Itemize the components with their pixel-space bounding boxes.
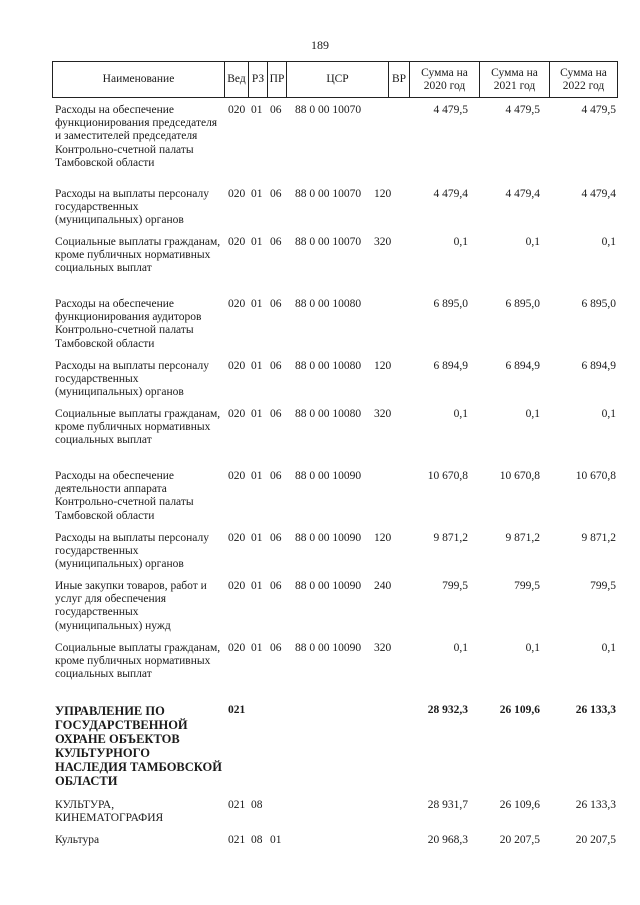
header-sum-2021: Сумма на 2021 год: [480, 62, 550, 97]
row-rz: 01: [251, 360, 263, 372]
row-sum-2021: 0,1: [525, 408, 540, 420]
row-vr: 120: [374, 188, 392, 200]
row-name: Расходы на обеспечение функционирования председателя и заместителей председателя Контрольно-счетной палаты Тамбовской области: [55, 104, 218, 169]
row-pr: 06: [270, 470, 282, 482]
row-sum-2020: 0,1: [453, 236, 468, 248]
header-sum-2022: Сумма на 2022 год: [550, 62, 618, 97]
row-csr: 88 0 00 10090: [295, 470, 362, 482]
row-csr: 88 0 00 10080: [295, 408, 362, 420]
row-sum-2021: 20 207,5: [499, 834, 540, 846]
row-sum-2020: 799,5: [442, 580, 468, 592]
row-sum-2020: 20 968,3: [427, 834, 468, 846]
row-sum-2020: 4 479,5: [433, 104, 468, 116]
row-sum-2022: 4 479,4: [581, 188, 616, 200]
row-sum-2022: 26 133,3: [575, 704, 616, 716]
row-csr: 88 0 00 10070: [295, 104, 362, 116]
row-csr: 88 0 00 10090: [295, 532, 362, 544]
row-sum-2022: 6 895,0: [581, 298, 616, 310]
header-ved: Вед: [225, 62, 249, 97]
row-sum-2020: 28 931,7: [427, 799, 468, 811]
row-ved: 020: [228, 298, 246, 310]
row-rz: 01: [251, 408, 263, 420]
table-row: [52, 580, 618, 642]
row-name: Расходы на обеспечение функционирования аудиторов Контрольно-счетной палаты Тамбовской области: [55, 298, 202, 350]
row-csr: 88 0 00 10070: [295, 188, 362, 200]
row-sum-2020: 0,1: [453, 408, 468, 420]
row-name: Расходы на выплаты персоналу государственных (муниципальных) органов: [55, 360, 209, 399]
row-sum-2022: 799,5: [590, 580, 616, 592]
row-pr: 06: [270, 580, 282, 592]
row-rz: 01: [251, 298, 263, 310]
row-pr: 06: [270, 104, 282, 116]
row-sum-2021: 9 871,2: [505, 532, 540, 544]
row-pr: 01: [270, 834, 282, 846]
row-vr: 240: [374, 580, 392, 592]
row-name: Расходы на выплаты персоналу государственных (муниципальных) органов: [55, 188, 209, 227]
row-name: Расходы на выплаты персоналу государственных (муниципальных) органов: [55, 532, 209, 571]
table-row: [52, 188, 618, 236]
row-pr: 06: [270, 532, 282, 544]
row-ved: 021: [228, 799, 246, 811]
row-pr: 06: [270, 408, 282, 420]
row-vr: 320: [374, 642, 392, 654]
row-name: УПРАВЛЕНИЕ ПО ГОСУДАРСТВЕННОЙ ОХРАНЕ ОБЪЕКТОВ КУЛЬТУРНОГО НАСЛЕДИЯ ТАМБОВСКОЙ ОБЛАСТИ: [55, 704, 222, 788]
table-header: [52, 61, 618, 98]
row-sum-2021: 0,1: [525, 642, 540, 654]
row-sum-2022: 20 207,5: [575, 834, 616, 846]
row-name: КУЛЬТУРА, КИНЕМАТОГРАФИЯ: [55, 799, 164, 825]
row-vr: 320: [374, 408, 392, 420]
row-name: Социальные выплаты гражданам, кроме публичных нормативных социальных выплат: [55, 236, 221, 275]
table-row-section-heading: [52, 704, 618, 799]
row-rz: 01: [251, 580, 263, 592]
row-ved: 020: [228, 236, 246, 248]
row-sum-2020: 4 479,4: [433, 188, 468, 200]
row-name: Социальные выплаты гражданам, кроме публичных нормативных социальных выплат: [55, 408, 221, 447]
table-row: [52, 408, 618, 470]
header-pr: ПР: [268, 62, 287, 97]
row-ved: 020: [228, 642, 246, 654]
table-row: [52, 799, 618, 834]
table-row: [52, 360, 618, 408]
row-sum-2022: 0,1: [601, 642, 616, 654]
header-vr: ВР: [389, 62, 410, 97]
row-ved: 020: [228, 470, 246, 482]
row-sum-2020: 0,1: [453, 642, 468, 654]
table-row: [52, 532, 618, 580]
row-csr: 88 0 00 10070: [295, 236, 362, 248]
row-vr: 320: [374, 236, 392, 248]
row-sum-2020: 6 895,0: [433, 298, 468, 310]
row-pr: 06: [270, 298, 282, 310]
row-ved: 020: [228, 580, 246, 592]
row-csr: 88 0 00 10090: [295, 580, 362, 592]
table-row: [52, 236, 618, 298]
row-sum-2021: 4 479,4: [505, 188, 540, 200]
row-name: Расходы на обеспечение деятельности аппарата Контрольно-счетной палаты Тамбовской области: [55, 470, 194, 522]
row-name: Иные закупки товаров, работ и услуг для обеспечения государственных (муниципальных) нужд: [55, 580, 207, 632]
table-row: [52, 104, 618, 188]
row-rz: 08: [251, 799, 263, 811]
table-row: [52, 298, 618, 360]
row-vr: 120: [374, 532, 392, 544]
row-ved: 020: [228, 360, 246, 372]
row-ved: 020: [228, 532, 246, 544]
header-name: Наименование: [52, 62, 225, 97]
row-sum-2020: 28 932,3: [427, 704, 468, 716]
row-pr: 06: [270, 236, 282, 248]
row-sum-2021: 799,5: [514, 580, 540, 592]
page-number: 189: [311, 38, 329, 52]
row-sum-2021: 6 895,0: [505, 298, 540, 310]
table-body: [52, 104, 618, 854]
table-row: [52, 470, 618, 532]
row-vr: 120: [374, 360, 392, 372]
row-sum-2021: 4 479,5: [505, 104, 540, 116]
row-pr: 06: [270, 188, 282, 200]
row-ved: 020: [228, 104, 246, 116]
row-rz: 01: [251, 642, 263, 654]
row-sum-2020: 10 670,8: [427, 470, 468, 482]
row-sum-2022: 10 670,8: [575, 470, 616, 482]
row-rz: 01: [251, 532, 263, 544]
row-rz: 08: [251, 834, 263, 846]
table-row: [52, 834, 618, 854]
row-pr: 06: [270, 642, 282, 654]
row-name: Социальные выплаты гражданам, кроме публичных нормативных социальных выплат: [55, 642, 221, 681]
table-row: [52, 642, 618, 704]
row-sum-2020: 9 871,2: [433, 532, 468, 544]
row-rz: 01: [251, 104, 263, 116]
row-pr: 06: [270, 360, 282, 372]
row-sum-2021: 6 894,9: [505, 360, 540, 372]
row-rz: 01: [251, 236, 263, 248]
row-ved: 021: [228, 704, 246, 716]
row-rz: 01: [251, 188, 263, 200]
row-ved: 020: [228, 188, 246, 200]
row-sum-2020: 6 894,9: [433, 360, 468, 372]
header-rz: РЗ: [249, 62, 268, 97]
header-csr: ЦСР: [287, 62, 389, 97]
row-name: Культура: [55, 834, 100, 846]
row-sum-2021: 0,1: [525, 236, 540, 248]
row-csr: 88 0 00 10080: [295, 360, 362, 372]
row-sum-2021: 26 109,6: [499, 704, 540, 716]
row-sum-2022: 0,1: [601, 236, 616, 248]
header-sum-2020: Сумма на 2020 год: [410, 62, 480, 97]
row-sum-2021: 10 670,8: [499, 470, 540, 482]
row-ved: 020: [228, 408, 246, 420]
row-sum-2022: 26 133,3: [575, 799, 616, 811]
row-sum-2022: 6 894,9: [581, 360, 616, 372]
row-sum-2022: 9 871,2: [581, 532, 616, 544]
row-sum-2022: 0,1: [601, 408, 616, 420]
row-csr: 88 0 00 10080: [295, 298, 362, 310]
row-csr: 88 0 00 10090: [295, 642, 362, 654]
row-ved: 021: [228, 834, 246, 846]
row-rz: 01: [251, 470, 263, 482]
row-sum-2021: 26 109,6: [499, 799, 540, 811]
row-sum-2022: 4 479,5: [581, 104, 616, 116]
